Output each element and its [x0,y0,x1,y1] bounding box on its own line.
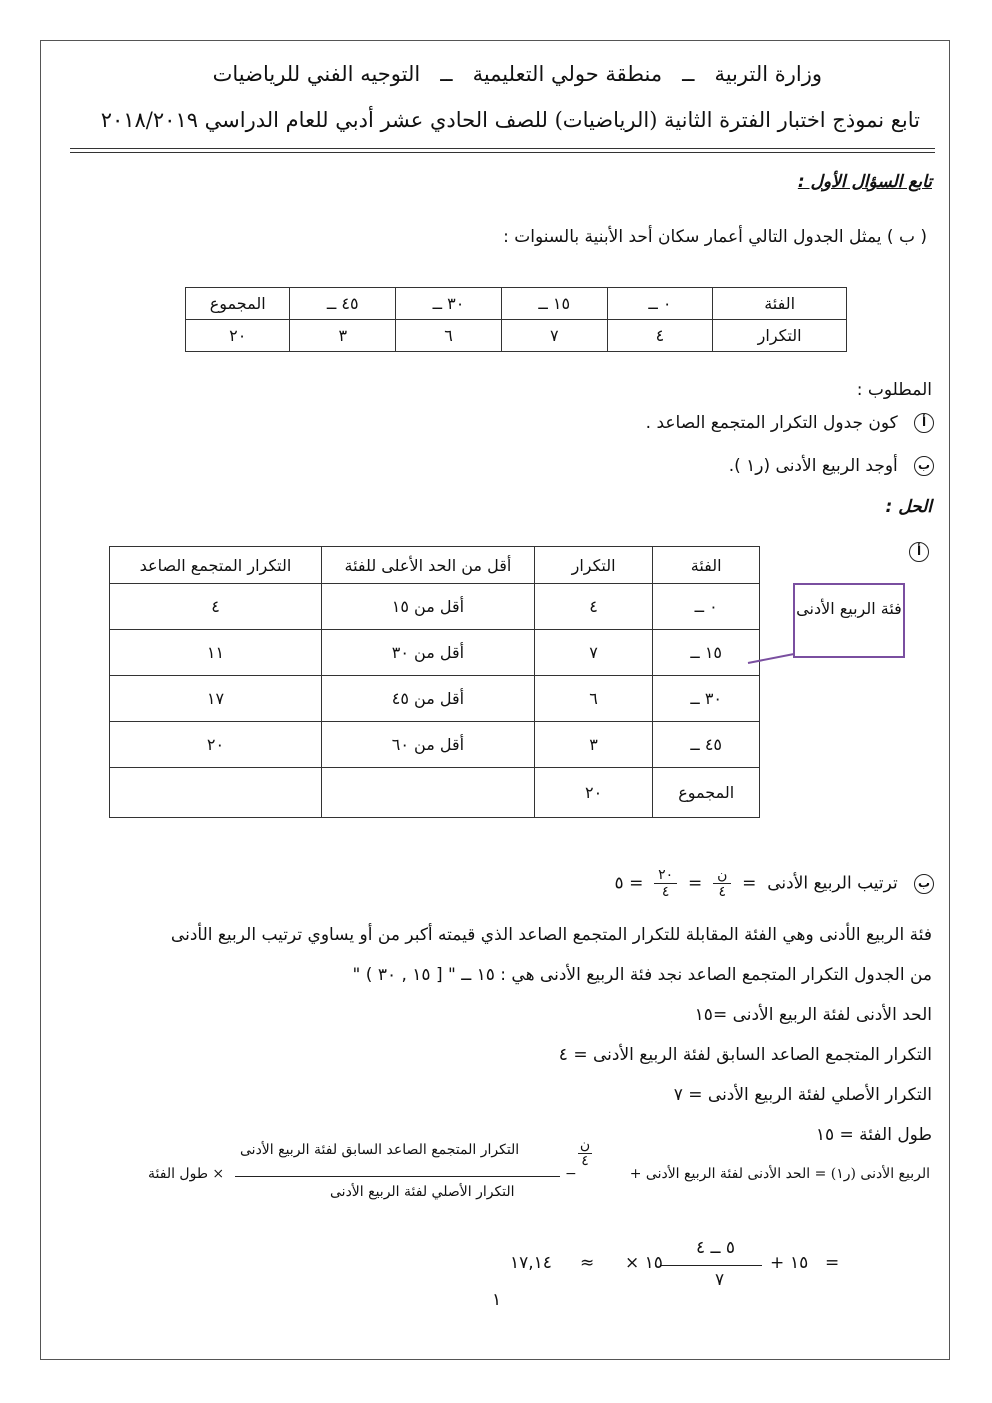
fraction-n-over-4 [713,867,731,900]
table-row [110,584,760,630]
requirement-b [729,456,934,476]
table-cell: أقل من ٤٥ [321,676,534,722]
explanation-line-2: من الجدول التكرار المتجمع الصاعد نجد فئة الربيع الأدنى هي : ١٥ ــ " [ ١٥ , ٣٠ ) " [352,965,932,985]
table-cell: أقل من ٦٠ [321,722,534,768]
freq-cell: ٢٠ [186,320,290,352]
table-cell: أقل من ٣٠ [321,630,534,676]
formula-minus: − [565,1166,577,1182]
table-cell: ٤ [110,584,322,630]
calc-equals: = [825,1253,840,1273]
cumulative-table [109,546,760,818]
original-frequency-line: التكرار الأصلي لفئة الربيع الأدنى = ٧ [673,1085,932,1105]
header-zone: منطقة حولي التعليمية [472,62,663,86]
header-line2: تابع نموذج اختبار الفترة الثانية (الرياضيات) للصف الحادي عشر أدبي للعام الدراسي ٢٠١٨/٢٠١٩ [100,108,920,132]
formula-right: × طول الفئة [148,1166,225,1182]
calc-denominator: ٧ [715,1270,725,1290]
formula-4: ٤ [581,1153,589,1169]
formula-n-over-4 [578,1138,592,1169]
quartile-order-line [615,867,934,900]
circle-marker-b: ب [914,874,934,894]
freq-cell: ٤ [607,320,713,352]
header-line1 [213,62,822,86]
table-cell: ٢٠ [110,722,322,768]
freq-header: التكرار [713,320,847,352]
header-cell: أقل من الحد الأعلى للفئة [321,547,534,584]
class-header: الفئة [713,288,847,320]
fraction-numerator: ن [713,867,731,884]
fraction-numerator: ٢٠ [654,867,677,884]
required-label: المطلوب : [856,380,932,400]
table-cell: ٠ ــ [653,584,760,630]
table-cell: ٧ [534,630,653,676]
table-cell: ٤٥ ــ [653,722,760,768]
class-cell: ١٥ ــ [501,288,607,320]
fraction-20-over-4 [654,867,677,900]
calc-numerator: ٥ ــ ٤ [696,1238,736,1258]
formula-fraction-bar [235,1176,560,1177]
requirement-a-text: كون جدول التكرار المتجمع الصاعد . [645,413,898,433]
table-cell: ١٥ ــ [653,630,760,676]
table-cell [110,768,322,818]
quartile-class-callout: فئة الربيع الأدنى [793,583,905,658]
header-divider-1 [70,148,935,149]
circle-marker-a: أ [914,413,934,433]
circle-marker-a: أ [909,542,929,562]
class-cell: ٠ ــ [607,288,713,320]
equals-sign: = [742,873,757,894]
part-b-intro: ( ب ) يمثل الجدول التالي أعمار سكان أحد الأبنية بالسنوات : [503,227,927,247]
calc-15: ١٥ [790,1253,809,1273]
table-cell: أقل من ١٥ [321,584,534,630]
freq-cell: ٣ [290,320,396,352]
frequency-table [185,287,847,352]
table-cell: ٣٠ ــ [653,676,760,722]
table-row [110,676,760,722]
callout-pointer [740,640,800,670]
lower-limit-line: الحد الأدنى لفئة الربيع الأدنى =١٥ [694,1005,932,1025]
header-guidance: التوجيه الفني للرياضيات [212,62,421,86]
class-cell: المجموع [186,288,290,320]
question-title: تابع السؤال الأول : [797,172,932,192]
header-cell: التكرار [534,547,653,584]
table-row [186,288,847,320]
order-result: = ٥ [614,873,644,894]
header-ministry: وزارة التربية [714,62,822,86]
solution-label: الحل : [885,497,932,517]
class-cell: ٣٠ ــ [396,288,502,320]
calc-result: ١٧,١٤ [510,1253,552,1273]
formula-denominator: التكرار الأصلي لفئة الربيع الأدنى [330,1184,515,1200]
table-cell: ٦ [534,676,653,722]
formula-n: ن [579,1137,591,1153]
requirement-a [646,413,934,433]
class-cell: ٤٥ ــ [290,288,396,320]
table-cell: ١١ [110,630,322,676]
table-row [110,722,760,768]
formula-numerator: التكرار المتجمع الصاعد السابق لفئة الربيع الأدنى [240,1142,520,1158]
fraction-denominator: ٤ [718,884,726,900]
header-dash-2: ــ [440,62,453,86]
class-length-line: طول الفئة = ١٥ [815,1125,932,1145]
table-cell: ٤ [534,584,653,630]
calc-times: × ١٥ [625,1253,663,1273]
table-cell: ١٧ [110,676,322,722]
header-cell: التكرار المتجمع الصاعد [110,547,322,584]
solution-a-marker [909,541,929,562]
table-cell: ٢٠ [534,768,653,818]
circle-marker-b: ب [914,456,934,476]
table-row [110,630,760,676]
fraction-denominator: ٤ [661,884,670,900]
calc-approx: ≈ [580,1253,595,1273]
calc-fraction-bar [660,1265,762,1266]
equals-sign: = [688,873,703,894]
table-row [110,547,760,584]
table-cell [321,768,534,818]
formula-left: الربيع الأدنى (ر١) = الحد الأدنى لفئة الربيع الأدنى + [629,1166,930,1182]
header-dash: ــ [682,62,695,86]
calc-plus: + [770,1253,785,1273]
header-cell: الفئة [653,547,760,584]
order-label: ترتيب الربيع الأدنى [767,873,898,894]
header-divider-2 [70,152,935,153]
table-row [186,320,847,352]
table-cell: المجموع [653,768,760,818]
explanation-line-1: فئة الربيع الأدنى وهي الفئة المقابلة للتكرار المتجمع الصاعد الذي قيمته أكبر من أو يساوي ترتيب الربيع الأدنى [170,925,932,945]
table-cell: ٣ [534,722,653,768]
page-number: ١ [492,1290,502,1310]
freq-cell: ٧ [501,320,607,352]
requirement-b-text: أوجد الربيع الأدنى (ر١ ). [728,456,898,476]
table-row [110,768,760,818]
freq-cell: ٦ [396,320,502,352]
previous-cumulative-line: التكرار المتجمع الصاعد السابق لفئة الربيع الأدنى = ٤ [558,1045,932,1065]
